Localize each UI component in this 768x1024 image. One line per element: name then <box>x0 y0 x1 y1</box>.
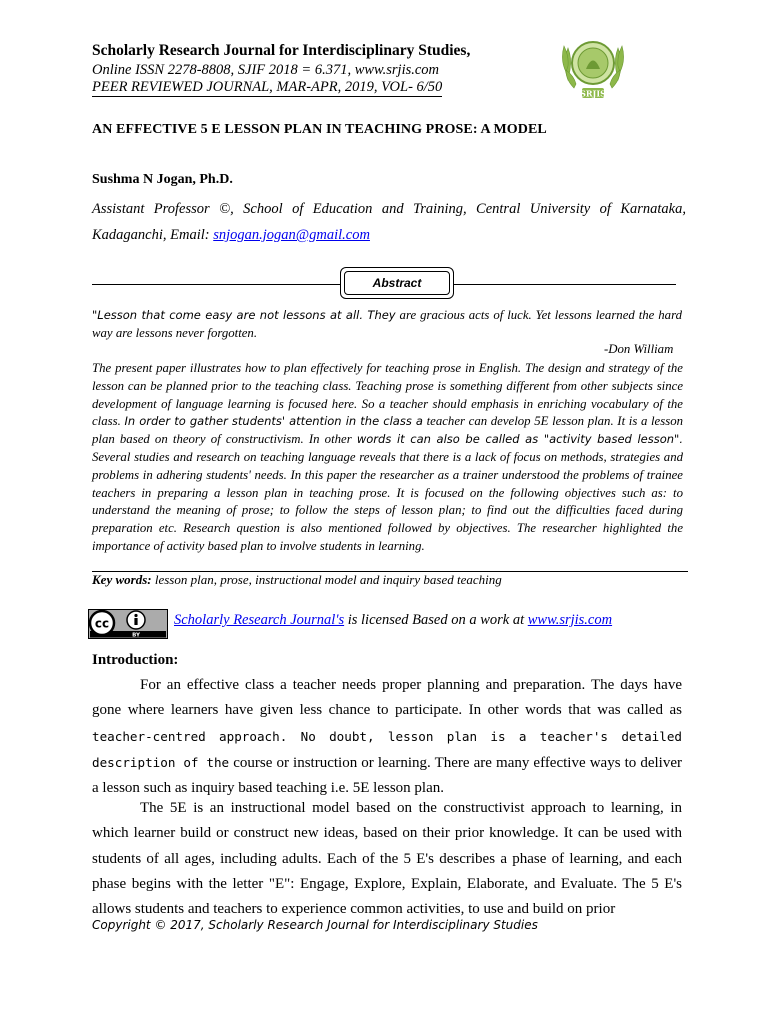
abstract-heading: Abstract <box>344 271 450 295</box>
abstract-body <box>92 360 683 556</box>
journal-issn-line: Online ISSN 2278-8808, SJIF 2018 = 6.371, www.srjis.com <box>92 62 440 78</box>
intro-p1-text-b: teacher-centred approach. No doubt, lesson plan is a teacher's detailed description of the <box>92 728 682 770</box>
quote-author: -Don William <box>604 342 674 356</box>
paper-title: AN EFFECTIVE 5 E LESSON PLAN IN TEACHING PROSE: A MODEL <box>92 122 547 137</box>
quote-part1: "Lesson that come easy are not lessons at all. They <box>92 308 396 322</box>
license-text: is licensed Based on a work at <box>344 612 528 628</box>
abstract-divider-right <box>454 284 676 285</box>
quote-part2: are gracious acts of luck. Yet lessons learned the hard way are lessons never forgotten. <box>92 308 682 340</box>
journal-logo-icon <box>560 30 626 104</box>
intro-paragraph-1 <box>92 673 682 801</box>
cc-by-license-icon[interactable] <box>88 609 168 639</box>
svg-text:BY: BY <box>132 632 140 639</box>
site-link[interactable]: www.srjis.com <box>527 612 613 628</box>
author-name: Sushma N Jogan, Ph.D. <box>92 172 233 187</box>
intro-p2-text: The 5E is an instructional model based on the constructivist approach to learning, in which learner build or construct new ideas, based on their prior knowledge. It can be used with students of all ages, including adults. Each of the 5 E's describes a phase of learning, and each phase begins with the letter "E": Engage, Explore, Explain, Elaborate, and Evaluate. The 5 E's allows students and teachers to experience common activities, to use and build on prior <box>92 800 682 918</box>
affiliation-text: Assistant Professor ©, School of Education and Training, Central University of Karnataka, Kadaganchi, Email: <box>92 201 686 243</box>
journal-license-link[interactable]: Scholarly Research Journal's <box>174 612 345 628</box>
introduction-heading: Introduction: <box>92 652 179 668</box>
intro-p1-text-c: course or instruction or learning. There are many effective ways to deliver a lesson such as inquiry based teaching i.e. 5E lesson plan. <box>92 754 683 797</box>
copyright-footer: Copyright © 2017, Scholarly Research Journal for Interdisciplinary Studies <box>92 918 538 932</box>
abstract-text-3: teacher can develop 5E lesson plan. It is a lesson plan based on theory of constructivism. In other <box>92 414 683 447</box>
abstract-text-4: words it can also be called as "activity based lesson". <box>356 432 683 447</box>
license-line <box>174 612 612 629</box>
keywords-line <box>92 572 502 588</box>
svg-text:cc: cc <box>94 616 110 631</box>
abstract-heading-box <box>340 267 454 299</box>
svg-text:SRJIS: SRJIS <box>580 88 606 99</box>
epigraph-quote <box>92 306 682 342</box>
journal-peer-line: PEER REVIEWED JOURNAL, MAR-APR, 2019, VOL- 6/50 <box>92 79 443 95</box>
abstract-text-2: In order to gather students' attention in the class a <box>124 414 423 429</box>
keywords-text: lesson plan, prose, instructional model and inquiry based teaching <box>151 572 502 587</box>
intro-p1-text-a: For an effective class a teacher needs proper planning and preparation. The days have gone where learners have given less chance to participate. In other words that was called as <box>92 677 682 719</box>
intro-paragraph-2 <box>92 796 682 922</box>
author-affiliation <box>92 196 686 248</box>
abstract-text-5: Several studies and research on teaching language reveals that there is a lack of focus on methods, strategies and problems in adhering students' needs. In this paper the researcher as a trainer understood the problems of trainee teachers in preparing a lesson plan in teaching prose. It is focused on the following objectives such as: to understand the meaning of prose; to follow the steps of lesson plan; to find out the difficulties faced during preparation etc. Research question is also mentioned followed by objectives. The researcher highlighted the importance of activity based plan to involve students in learning. <box>92 449 683 553</box>
abstract-text-1: The present paper illustrates how to plan effectively for teaching prose in English. The design and strategy of the lesson can be planned prior to the teaching class. Teaching prose is something different from other subjects since development of language learning is focused here. So a teacher should emphasis in enriching vocabulary of the class. <box>92 361 683 429</box>
email-link[interactable]: snjogan.jogan@gmail.com <box>213 227 370 243</box>
abstract-divider-left <box>92 284 340 285</box>
keywords-label: Key words: <box>92 572 152 587</box>
journal-name: Scholarly Research Journal for Interdisciplinary Studies, <box>92 42 471 59</box>
